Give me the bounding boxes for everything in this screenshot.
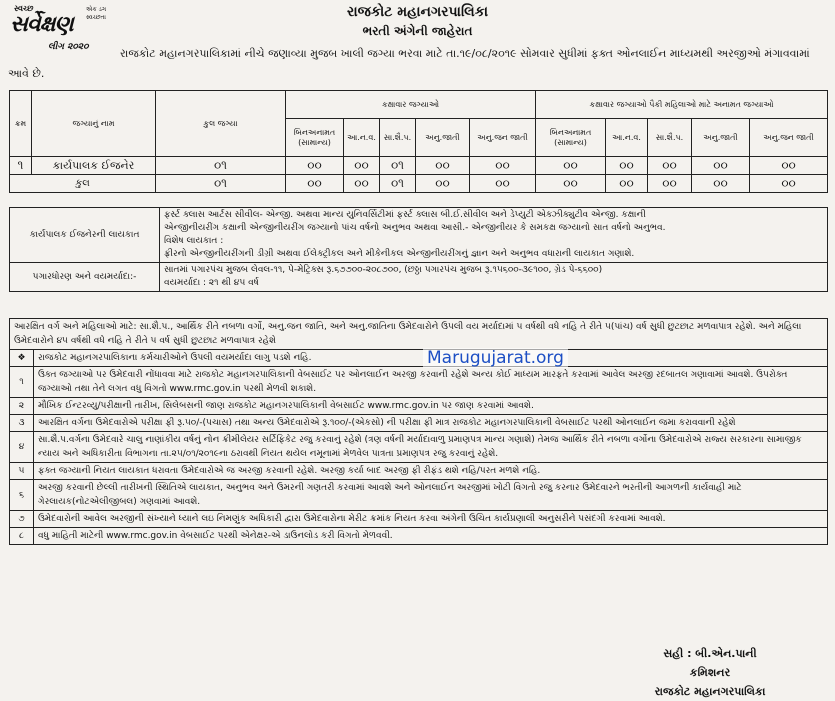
row-cat-value: ૦૦ bbox=[416, 157, 470, 175]
total-cat-value: ૦૦ bbox=[286, 175, 344, 193]
signatory-name: સહી : બી.એન.પાની bbox=[663, 647, 757, 660]
header-serial: ક્રમ bbox=[10, 91, 32, 157]
pay-text-cell bbox=[160, 263, 828, 292]
row-women-value: ૦૦ bbox=[536, 157, 606, 175]
total-count: ૦૧ bbox=[156, 175, 286, 193]
logo-tagline: એક ડગ સ્વચ્છતા bbox=[86, 6, 107, 21]
header-total-posts: કુલ જગ્યા bbox=[156, 91, 286, 157]
row-cat-value: ૦૦ bbox=[344, 157, 380, 175]
women-header: સા.શૈ.પ. bbox=[648, 119, 692, 157]
row-women-value: ૦૦ bbox=[648, 157, 692, 175]
employee-note: રાજકોટ મહાનગરપાલિકાના કર્મચારીઓને ઉપલી વયમર્યાદા લાગુ પડશે નહિ. bbox=[34, 350, 828, 367]
qualification-row bbox=[10, 208, 828, 263]
signatory-org: રાજકોટ મહાનગરપાલિકા bbox=[654, 685, 766, 698]
header-category-posts: કક્ષાવાર જગ્યાઓ bbox=[286, 91, 536, 119]
row-women-value: ૦૦ bbox=[750, 157, 828, 175]
row-post-name: કાર્યપાલક ઈજનેર bbox=[32, 157, 156, 175]
note-text: ફક્ત જગ્યાની નિયત લાયકાત ધરાવતા ઉમેદવારોએ જ અરજી કરવાની રહેશે. અરજી કર્યા બાદ અરજી ફી રીફંડ થશે નહિ/પરત મળશે નહિ. bbox=[34, 463, 828, 480]
row-cat-value: ૦૦ bbox=[286, 157, 344, 175]
vacancy-table bbox=[9, 90, 828, 193]
cat-header: સા.શૈ.પ. bbox=[380, 119, 416, 157]
logo-small-text: સ્વચ્છ bbox=[14, 4, 34, 13]
qualification-line: ફ્રીરનો એન્જીનીયરીંગની ડીગ્રી અથવા ઈલેક્ટ્રીકલ અને મીકેનીકલ એન્જીનીયરીંગનું જ્ઞાન અને અનુભવ વધારાની લાયકાત ગણાશે. bbox=[164, 249, 635, 259]
note-number: ૧ bbox=[10, 367, 34, 398]
total-women-value: ૦૦ bbox=[606, 175, 648, 193]
cat-header: આ.ન.વ. bbox=[344, 119, 380, 157]
note-number: ૮ bbox=[10, 528, 34, 545]
age-limit: વયમર્યાદા : ૨૧ થી ૪૫ વર્ષ bbox=[164, 278, 259, 288]
total-cat-value: ૦૦ bbox=[470, 175, 536, 193]
note-text: અરજી કરવાની છેલ્લી તારીખની સ્થિતિએ લાયકાત, અનુભવ અને ઉમરની ગણતરી કરવામાં આવશે અને ઓનલાઈન અરજીમાં ખોટી વિગતો રજુ કરનાર ઉમેદવારને ભરતીની આગળની કાર્યવાહી માટે ગેરલાયક(નોટએલીજીબલ) ગણવામાં આવશે. bbox=[34, 480, 828, 511]
note-number: ૫ bbox=[10, 463, 34, 480]
note-number: ૨ bbox=[10, 398, 34, 415]
reserved-note-row bbox=[10, 319, 828, 350]
total-cat-value: ૦૧ bbox=[380, 175, 416, 193]
note-text: વધુ માહિતી માટેની www.rmc.gov.in વેબસાઈટ પરથી એનેક્ષર-એ ડાઉનલોડ કરી વિગતો મેળવવી. bbox=[34, 528, 828, 545]
employee-note-row bbox=[10, 350, 828, 367]
note-row bbox=[10, 528, 828, 545]
qualification-text bbox=[160, 208, 828, 263]
note-text: આરક્ષિત વર્ગના ઉમેદવારોએ પરીક્ષા ફી રૂ.૫૦/-(પચાસ) તથા અન્ય ઉમેદવારોએ રૂ.૧૦૦/-(એકસો) ની પરીક્ષા ફી માત્ર રાજકોટ મહાનગરપાલિકાની વેબસાઈટ પરથી ઓનલાઈન જમા કરાવવાની રહેશે bbox=[34, 415, 828, 432]
header-women-reserved: કક્ષાવાર જગ્યાઓ પૈકી મહિલાઓ માટે અનામત જગ્યાઓ bbox=[536, 91, 828, 119]
note-number: ૪ bbox=[10, 432, 34, 463]
women-header: બિનઅનામત (સામાન્ય) bbox=[536, 119, 606, 157]
signatory-designation: કમિશનર bbox=[689, 666, 731, 679]
total-label: કુલ bbox=[10, 175, 156, 193]
note-text: ઉમેદવારોની આવેલ અરજીની સંખ્યાને ધ્યાને લઇ નિમણુંક અધિકારી દ્વારા ઉમેદવારોના મેરીટ ક્રમાંક નિયત કરવા અંગેની ઉચિત કાર્યપ્રણાલી અનુસરીને પસંદગી કરવામાં આવશે. bbox=[34, 511, 828, 528]
total-cat-value: ૦૦ bbox=[344, 175, 380, 193]
note-number: ૭ bbox=[10, 511, 34, 528]
header-post-name: જગ્યાનું નામ bbox=[32, 91, 156, 157]
row-serial: ૧ bbox=[10, 157, 32, 175]
bullet-icon: ❖ bbox=[10, 350, 34, 367]
women-header: અનુ.જાતી bbox=[692, 119, 750, 157]
note-row bbox=[10, 511, 828, 528]
row-total: ૦૧ bbox=[156, 157, 286, 175]
pay-row bbox=[10, 263, 828, 292]
total-cat-value: ૦૦ bbox=[416, 175, 470, 193]
org-heading: રાજકોટ મહાનગરપાલિકા bbox=[346, 4, 489, 20]
women-header: આ.ન.વ. bbox=[606, 119, 648, 157]
watermark: Marugujarat.org bbox=[423, 348, 568, 368]
note-text: મૌખિક ઈન્ટરવ્યુ/પરીક્ષાની તારીખ, સિલેબસની જાણ રાજકોટ મહાનગરપાલિકાની વેબસાઈટ www.rmc.gov.in પર જાણ કરવામાં આવશે. bbox=[34, 398, 828, 415]
table-row bbox=[10, 157, 828, 175]
cat-header: અનુ.જાતી bbox=[416, 119, 470, 157]
total-women-value: ૦૦ bbox=[692, 175, 750, 193]
page-title: ભરતી અંગેની જાહેરાત bbox=[362, 24, 473, 38]
table-total-row bbox=[10, 175, 828, 193]
qualification-line: એન્જીનીયરીંગ કક્ષાની એન્જીનીયરીંગ જગ્યાનો પાંચ વર્ષનો અનુભવ અથવા આસી.- એન્જીનીયર કે સમકક્ષ જગ્યાનો સાત વર્ષનો અનુભવ. bbox=[164, 223, 666, 233]
note-number: ૩ bbox=[10, 415, 34, 432]
note-row bbox=[10, 463, 828, 480]
cat-header: અનુ.જન જાતી bbox=[470, 119, 536, 157]
note-text: ઉક્ત જગ્યાઓ પર ઉમેદવારી નોંધાવવા માટે રાજકોટ મહાનગરપાલિકાની વેબસાઈટ પર ઓનલાઈન અરજી કરવાની રહેશે અન્ય કોઈ માધ્યમ મારફતે કરવામાં આવેલ અરજી રદબાતલ ગણાવામાં આવશે. ઉપરોક્ત જગ્યાઓ તથા તેને લગત વધુ વિગતો www.rmc.gov.in પરથી મેળવી શકાશે. bbox=[34, 367, 828, 398]
pay-scale: સાતમાં પગારપંચ મુજબ લેવલ-૧૧, પે-મેટ્રિક્સ રૂ.૬૭૭૦૦-૨૦૮૭૦૦, (છઠ્ઠા પગારપંચ મુજબ રૂ.૧૫૬૦૦-૩૯૧૦૦, ગ્રેડ પે-૬૬૦૦) bbox=[164, 265, 603, 275]
row-women-value: ૦૦ bbox=[606, 157, 648, 175]
total-women-value: ૦૦ bbox=[648, 175, 692, 193]
qualification-line: વિશેષ લાયકાત : bbox=[164, 236, 224, 246]
logo-main-text: સર્વેક્ષણ bbox=[10, 12, 73, 37]
row-cat-value: ૦૦ bbox=[470, 157, 536, 175]
note-row bbox=[10, 432, 828, 463]
reserved-note: આરક્ષિત વર્ગ અને મહિલાઓ માટે: સા.શૈ.પ., આર્થિક રીતે નબળા વર્ગો, અનુ.જન જાતિ, અને અનુ.જાતિના ઉમેદવારોને ઉપલી વય મર્યાદામાં ૫ વર્ષથી વધે નહિ તે રીતે ૫(પાંચ) વર્ષ સુધી છુટછાટ મળવાપાત્ર રહેશે. અને મહિલા ઉમેદવારોને ૪૫ વર્ષથી વધે નહિ તે રીતે ૫ વર્ષ સુધી છુટછાટ મળવાપાત્ર રહેશે bbox=[10, 319, 828, 350]
qualification-label: કાર્યપાલક ઈજનેરની લાયકાત bbox=[10, 208, 160, 263]
note-row bbox=[10, 398, 828, 415]
table-header-row bbox=[10, 91, 828, 119]
pay-label: પગારધોરણ અને વયમર્યાદા:- bbox=[10, 263, 160, 292]
qualification-table bbox=[9, 207, 828, 292]
note-row bbox=[10, 367, 828, 398]
note-number: ૬ bbox=[10, 480, 34, 511]
note-text: સા.શૈ.પ.વર્ગના ઉમેદવારે ચાલુ નાણાંકીય વર્ષનું નોન ક્રીમીલેયર સર્ટિફિકેટ રજુ કરવાનું રહેશે (ત્રણ વર્ષની મર્યાદાવાળુ પ્રમાણપત્ર માન્ય ગણાશે) તેમજ આર્થિક રીતે નબળા વર્ગોના ઉમેદવારોએ રાજ્ય સરકારના સામાજીક ન્યાય અને અધિકારીતા વિભાગના તા.૨૫/૦૧/૨૦૧૯ના ઠરાવથી નિયત થયેલ નમૂનામાં મેળવેલ પાત્રતા પ્રમાણપત્ર રજુ કરવાનું રહેશે. bbox=[34, 432, 828, 463]
row-cat-value: ૦૧ bbox=[380, 157, 416, 175]
note-row bbox=[10, 415, 828, 432]
signature-block bbox=[590, 644, 830, 701]
note-row bbox=[10, 480, 828, 511]
women-header: અનુ.જન જાતી bbox=[750, 119, 828, 157]
cat-header: બિનઅનામત (સામાન્ય) bbox=[286, 119, 344, 157]
total-women-value: ૦૦ bbox=[750, 175, 828, 193]
row-women-value: ૦૦ bbox=[692, 157, 750, 175]
intro-paragraph: રાજકોટ મહાનગરપાલિકામાં નીચે જણાવ્યા મુજબ ખાલી જગ્યા ભરવા માટે તા.૧૯/૦૮/૨૦૧૯ સોમવાર સુધીમાં ફક્ત ઓનલાઈન માધ્યમથી અરજીઓ મંગાવવામાં આવે છે. bbox=[8, 47, 810, 80]
instructions-table bbox=[9, 318, 828, 545]
logo-year: લીગ ૨૦૨૦ bbox=[48, 42, 89, 52]
qualification-line: ફર્સ્ટ ક્લાસ આર્ટસ સીવીલ- એન્જી. અથવા માન્ય યુનિવર્સિટીમાં ફર્સ્ટ ક્લાસ બી.ઈ.સીવીલ અને ડેપ્યુટી એક્ઝીક્યુટીવ એન્જી. કક્ષાની bbox=[164, 210, 646, 220]
total-women-value: ૦૦ bbox=[536, 175, 606, 193]
